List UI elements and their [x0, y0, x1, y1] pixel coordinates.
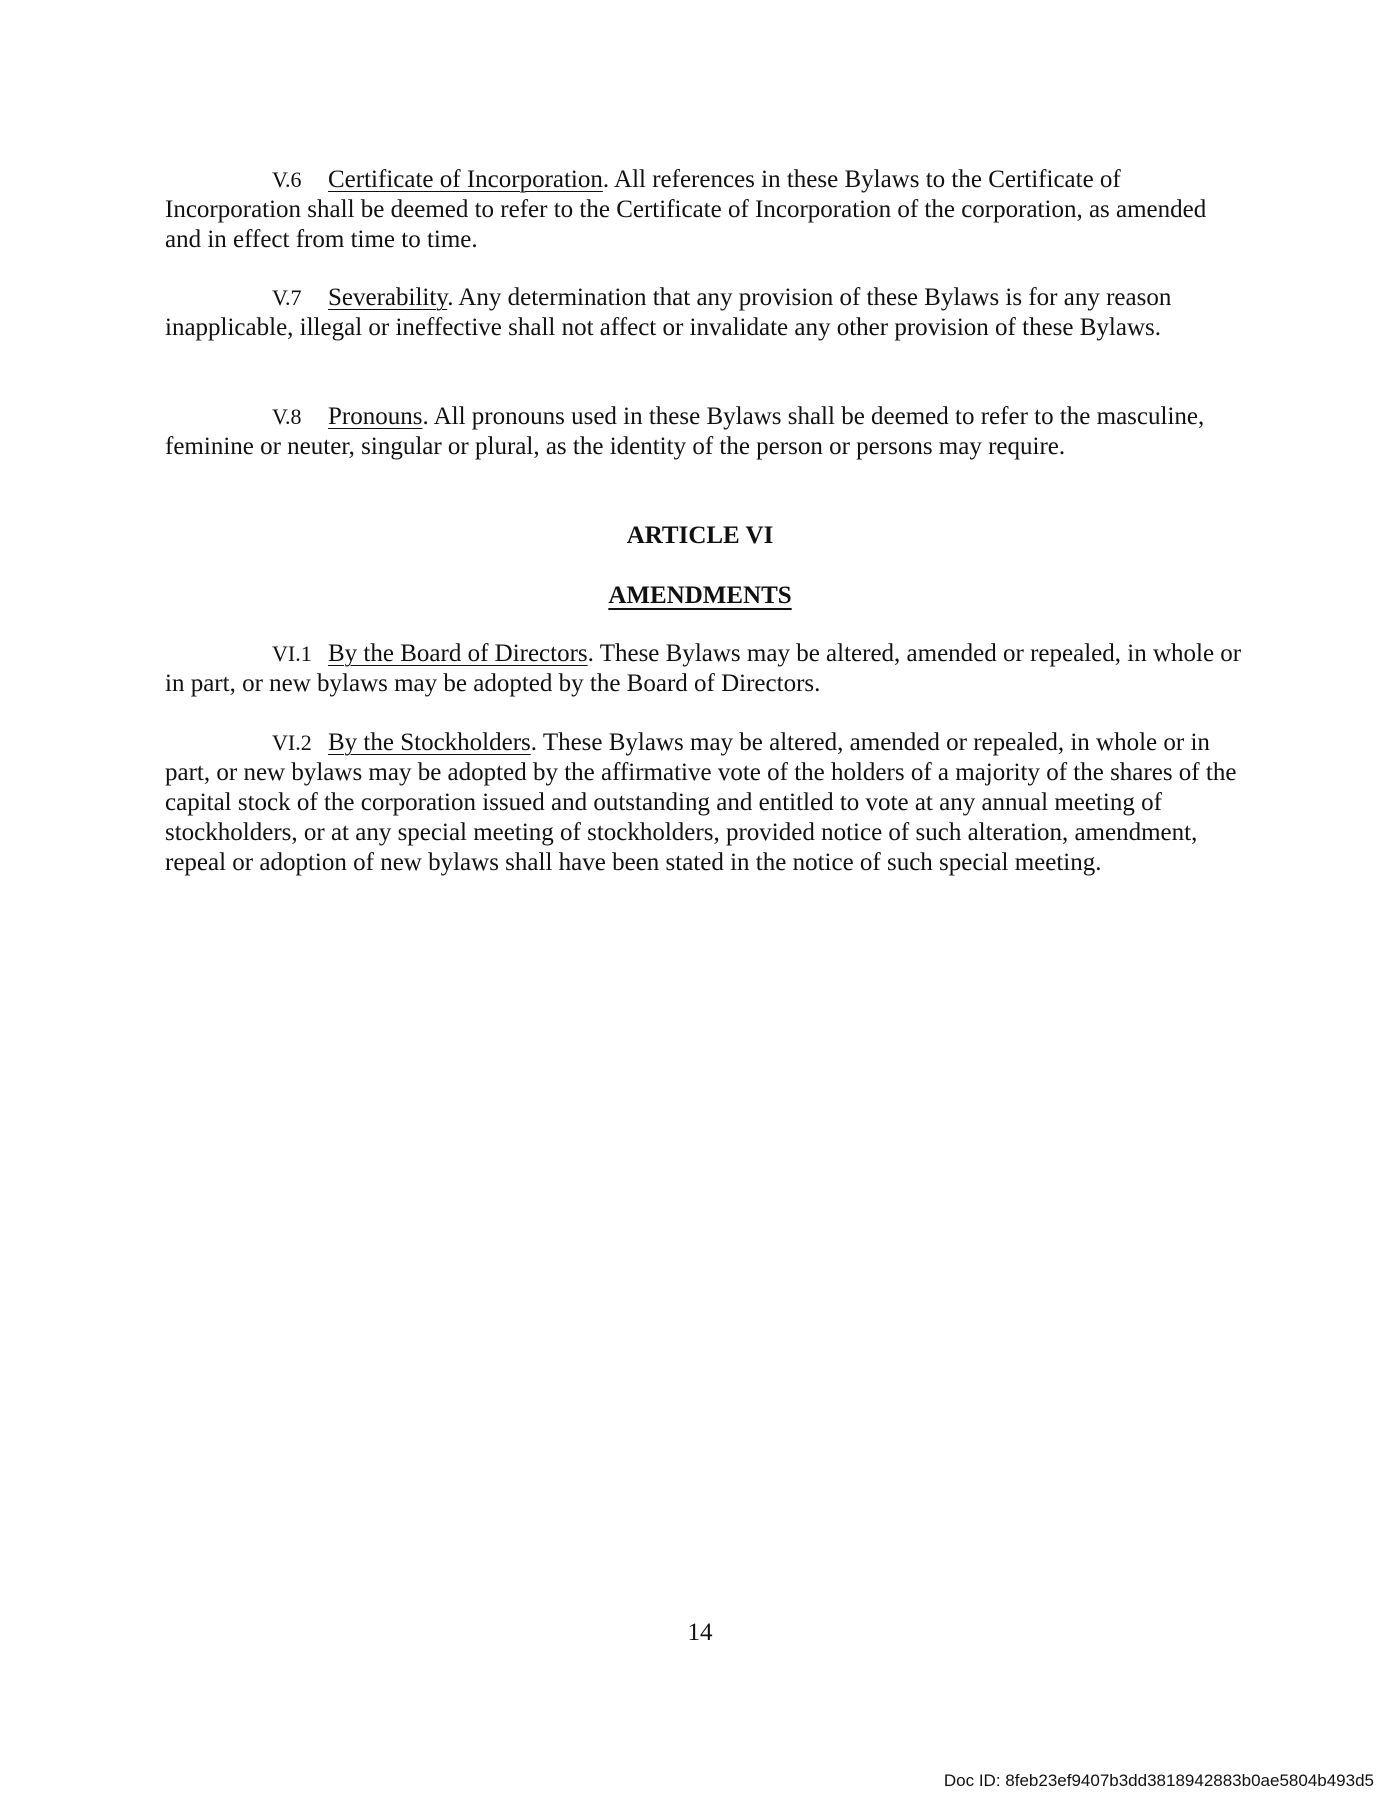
section-paragraph [165, 639, 1245, 699]
section-number: V.6 [272, 167, 302, 192]
section-body: . These Bylaws may be altered, amended or repealed, in whole or in part, or new bylaws may be adopted by the affirmative vote of the holders of a majority of the shares of the capital stock of the corporation issued and outstanding and entitled to vote at any annual meeting of stockholders, or at any special meeting of stockholders, provided notice of such alteration, amendment, repeal or adoption of new bylaws shall have been stated in the notice of such special meeting. [165, 729, 1237, 876]
doc-id: Doc ID: 8feb23ef9407b3dd3818942883b0ae5804b493d5 [943, 1771, 1374, 1790]
section-vi2 [165, 728, 1245, 878]
section-heading: By the Stockholders [328, 729, 531, 756]
section-body: . Any determination that any provision of these Bylaws is for any reason inapplicable, illegal or ineffective shall not affect or invalidate any other provision of these Bylaws. [165, 284, 1172, 341]
section-number: VI.1 [272, 641, 312, 666]
section-paragraph [165, 402, 1245, 462]
section-number: VI.2 [272, 730, 312, 755]
section-paragraph [165, 283, 1245, 343]
section-paragraph [165, 165, 1245, 255]
article-subtitle [0, 581, 1400, 611]
section-heading: Severability [328, 284, 448, 311]
section-body: . These Bylaws may be altered, amended or repealed, in whole or in part, or new bylaws may be adopted by the Board of Directors. [165, 640, 1242, 697]
page-number: 14 [687, 1619, 713, 1646]
section-heading: By the Board of Directors [328, 640, 588, 667]
section-body: . All references in these Bylaws to the Certificate of Incorporation shall be deemed to refer to the Certificate of Incorporation of the corporation, as amended and in effect from time to time. [165, 166, 1207, 253]
section-paragraph [165, 728, 1245, 878]
article-title: ARTICLE VI [626, 522, 774, 549]
section-v8 [165, 402, 1245, 462]
section-v7 [165, 283, 1245, 343]
section-vi1 [165, 639, 1245, 699]
section-number: V.8 [272, 404, 302, 429]
article-subtitle-text: AMENDMENTS [608, 582, 792, 609]
section-number: V.7 [272, 285, 302, 310]
section-body: . All pronouns used in these Bylaws shall be deemed to refer to the masculine, feminine or neuter, singular or plural, as the identity of the person or persons may require. [165, 403, 1205, 460]
section-heading: Pronouns [328, 403, 423, 430]
section-v6 [165, 165, 1245, 255]
section-heading: Certificate of Incorporation [328, 166, 603, 193]
